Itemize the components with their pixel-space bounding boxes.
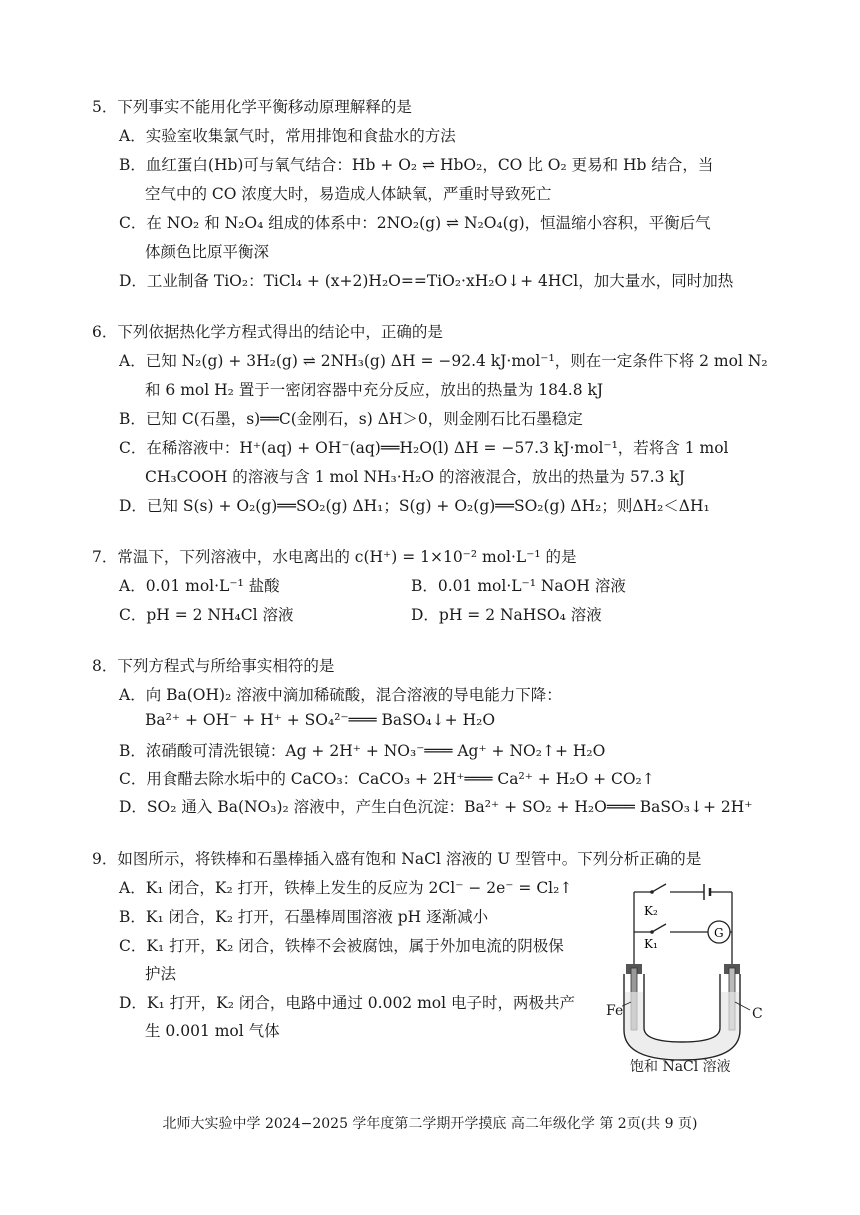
q6-option-c-line2: CH₃COOH 的溶液与含 1 mol NH₃·H₂O 的溶液混合，放出的热量为 57.3 kJ — [145, 468, 685, 486]
q5-option-d: D．工业制备 TiO₂：TiCl₄ + (x+2)H₂O==TiO₂·xH₂O↓+ 4HCl，加大量水，同时加热 — [119, 272, 734, 290]
q5-option-c-line2: 体颜色比原平衡深 — [145, 243, 270, 261]
q6-option-b: B．已知 C(石墨，s)══C(金刚石，s) ΔH＞0，则金刚石比石墨稳定 — [119, 410, 583, 428]
q7-option-b: B．0.01 mol·L⁻¹ NaOH 溶液 — [411, 577, 626, 595]
c-label: C — [752, 1006, 763, 1022]
q6-option-a-line1: A．已知 N₂(g) + 3H₂(g) ⇌ 2NH₃(g) ΔH = −92.4 kJ·mol⁻¹，则在一定条件下将 2 mol N₂ — [119, 352, 768, 370]
q8-option-d: D．SO₂ 通入 Ba(NO₃)₂ 溶液中，产生白色沉淀：Ba²⁺ + SO₂ + H₂O═══ BaSO₃↓+ 2H⁺ — [119, 798, 753, 816]
q7-option-d: D．pH = 2 NaHSO₄ 溶液 — [411, 606, 602, 624]
q8-option-a-line2: Ba²⁺ + OH⁻ + H⁺ + SO₄²⁻═══ BaSO₄↓+ H₂O — [145, 711, 496, 729]
q9-option-c-line1: C．K₁ 打开，K₂ 闭合，铁棒不会被腐蚀，属于外加电流的阴极保 — [119, 937, 564, 955]
q7-option-a: A．0.01 mol·L⁻¹ 盐酸 — [119, 577, 280, 595]
q5-option-a: A．实验室收集氯气时，常用排饱和食盐水的方法 — [119, 127, 456, 145]
q5-option-c-line1: C．在 NO₂ 和 N₂O₄ 组成的体系中：2NO₂(g) ⇌ N₂O₄(g)，恒温缩小容积，平衡后气 — [119, 214, 711, 232]
u-tube-circuit-diagram — [622, 880, 782, 1080]
q7-option-c: C．pH = 2 NH₄Cl 溶液 — [119, 606, 294, 624]
figure-caption: 饱和 NaCl 溶液 — [630, 1059, 731, 1075]
q6-stem: 6．下列依据热化学方程式得出的结论中，正确的是 — [92, 323, 443, 341]
q7-stem: 7．常温下，下列溶液中，水电离出的 c(H⁺) = 1×10⁻² mol·L⁻¹ 的是 — [92, 548, 577, 566]
q8-option-a-line1: A．向 Ba(OH)₂ 溶液中滴加稀硫酸，混合溶液的导电能力下降： — [119, 686, 562, 704]
q9-option-a: A．K₁ 闭合，K₂ 打开，铁棒上发生的反应为 2Cl⁻ − 2e⁻ = Cl₂↑ — [119, 879, 573, 897]
q8-option-b: B．浓硝酸可清洗银镜：Ag + 2H⁺ + NO₃⁻═══ Ag⁺ + NO₂↑+ H₂O — [119, 742, 606, 760]
q9-stem: 9．如图所示，将铁棒和石墨棒插入盛有饱和 NaCl 溶液的 U 型管中。下列分析正确的是 — [92, 850, 702, 868]
q5-stem: 5．下列事实不能用化学平衡移动原理解释的是 — [92, 98, 412, 116]
q8-stem: 8．下列方程式与所给事实相符的是 — [92, 657, 335, 675]
q6-option-a-line2: 和 6 mol H₂ 置于一密闭容器中充分反应，放出的热量为 184.8 kJ — [145, 381, 604, 399]
k1-label: K₁ — [644, 937, 658, 951]
q8-option-c: C．用食醋去除水垢中的 CaCO₃：CaCO₃ + 2H⁺═══ Ca²⁺ + H₂O + CO₂↑ — [119, 770, 655, 788]
q6-option-c-line1: C．在稀溶液中：H⁺(aq) + OH⁻(aq)══H₂O(l) ΔH = −57.3 kJ·mol⁻¹，若将含 1 mol — [119, 439, 729, 457]
q9-option-d-line1: D．K₁ 打开，K₂ 闭合，电路中通过 0.002 mol 电子时，两极共产 — [119, 994, 576, 1012]
q5-option-b-line1: B．血红蛋白(Hb)可与氧气结合：Hb + O₂ ⇌ HbO₂，CO 比 O₂ 更易和 Hb 结合，当 — [119, 156, 714, 174]
galvanometer-label: G — [714, 926, 724, 940]
q9-option-b: B．K₁ 闭合，K₂ 打开，石墨棒周围溶液 pH 逐渐减小 — [119, 908, 489, 926]
q9-option-d-line2: 生 0.001 mol 气体 — [145, 1022, 280, 1040]
k2-label: K₂ — [644, 904, 658, 918]
q6-option-d: D．已知 S(s) + O₂(g)══SO₂(g) ΔH₁；S(g) + O₂(g)══SO₂(g) ΔH₂；则ΔH₂＜ΔH₁ — [119, 497, 710, 515]
k1-switch-icon — [652, 924, 666, 932]
fe-label: Fe — [606, 1003, 624, 1019]
k2-switch-icon — [652, 884, 666, 892]
q5-option-b-line2: 空气中的 CO 浓度大时，易造成人体缺氧，严重时导致死亡 — [145, 185, 552, 203]
page-footer: 北师大实验中学 2024−2025 学年度第二学期开学摸底 高二年级化学 第 2页(共 9 页) — [162, 1116, 698, 1132]
q9-option-c-line2: 护法 — [145, 965, 177, 983]
